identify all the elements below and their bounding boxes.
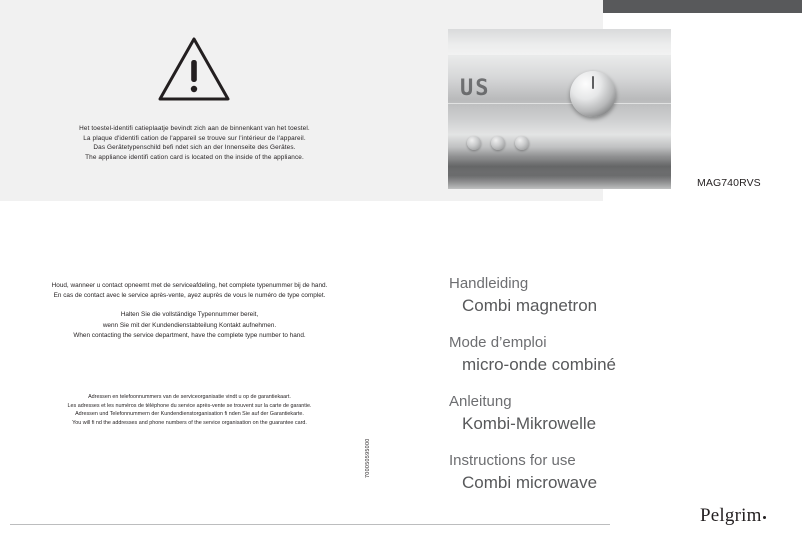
title-language-fr: Mode d’emploi bbox=[449, 334, 547, 351]
footer-divider bbox=[10, 524, 610, 525]
title-product-fr: micro-onde combiné bbox=[462, 355, 617, 374]
title-language-en: Instructions for use bbox=[449, 452, 576, 469]
service-addresses-notice bbox=[10, 393, 369, 427]
title-block-nl bbox=[449, 274, 779, 317]
control-knob bbox=[570, 71, 616, 117]
photo-top-highlight bbox=[448, 29, 671, 55]
brand-logo bbox=[700, 505, 766, 527]
address-line-en: You will fi nd the addresses and phone numbers of the service organisation on the guarantee card. bbox=[72, 419, 307, 426]
service-contact-notice bbox=[10, 281, 369, 341]
service-line-fr: En cas de contact avec le service après-vente, ayez auprès de vous le numéro de type complet. bbox=[53, 292, 326, 300]
control-button-2 bbox=[491, 136, 505, 150]
brand-logo-text: Pelgrim bbox=[700, 505, 762, 526]
document-code: 700050595000 bbox=[365, 438, 371, 478]
manual-titles bbox=[449, 274, 779, 510]
service-line-en: When contacting the service department, have the complete type number to hand. bbox=[73, 331, 306, 339]
notice-line-en: The appliance identifi cation card is located on the inside of the appliance. bbox=[85, 153, 304, 161]
top-dark-bar bbox=[603, 0, 802, 13]
photo-display-text: US bbox=[460, 76, 491, 101]
control-button-1 bbox=[467, 136, 481, 150]
title-language-nl: Handleiding bbox=[449, 275, 529, 292]
service-line-de-2: wenn Sie mit der Kundendienstabteilung Kontakt aufnehmen. bbox=[102, 321, 277, 329]
warning-triangle-icon bbox=[158, 36, 230, 102]
service-block-2 bbox=[10, 310, 369, 341]
address-line-de: Adressen und Telefonnummern der Kundendienstorganisation fi nden Sie auf der Garantiekarte. bbox=[75, 411, 304, 418]
title-product-de: Kombi-Mikrowelle bbox=[462, 414, 597, 433]
title-product-nl: Combi magnetron bbox=[462, 296, 598, 315]
model-number: MAG740RVS bbox=[697, 177, 761, 189]
brand-logo-dot bbox=[763, 516, 766, 519]
title-block-de bbox=[449, 392, 779, 435]
title-block-en bbox=[449, 451, 779, 494]
photo-bottom-shadow bbox=[448, 159, 671, 189]
identification-plate-notice bbox=[20, 124, 369, 162]
title-product-en: Combi microwave bbox=[462, 473, 598, 492]
notice-line-de: Das Gerätetypenschild befi ndet sich an der Innenseite des Gerätes. bbox=[93, 144, 296, 152]
service-line-de-1: Halten Sie die vollständige Typennummer bereit, bbox=[120, 311, 259, 319]
address-line-fr: Les adresses et les numéros de téléphone du service après-vente se trouvent sur la carte de garantie. bbox=[67, 402, 312, 409]
control-button-3 bbox=[515, 136, 529, 150]
title-block-fr bbox=[449, 333, 779, 376]
photo-panel-line bbox=[448, 103, 671, 104]
service-block-1 bbox=[10, 281, 369, 301]
address-line-nl: Adressen en telefoonnummers van de serviceorganisatie vindt u op de garantiekaart. bbox=[88, 394, 291, 400]
service-line-nl: Houd, wanneer u contact opneemt met de serviceafdeling, het complete typenummer bij de hand. bbox=[51, 282, 328, 289]
title-language-de: Anleitung bbox=[449, 393, 512, 410]
notice-line-fr: La plaque d'identifi cation de l'appareil se trouve sur l'intérieur de l'appareil. bbox=[83, 134, 306, 142]
product-photo bbox=[448, 29, 671, 189]
notice-line-nl: Het toestel-identifi catieplaatje bevindt zich aan de binnenkant van het toestel. bbox=[79, 125, 310, 132]
